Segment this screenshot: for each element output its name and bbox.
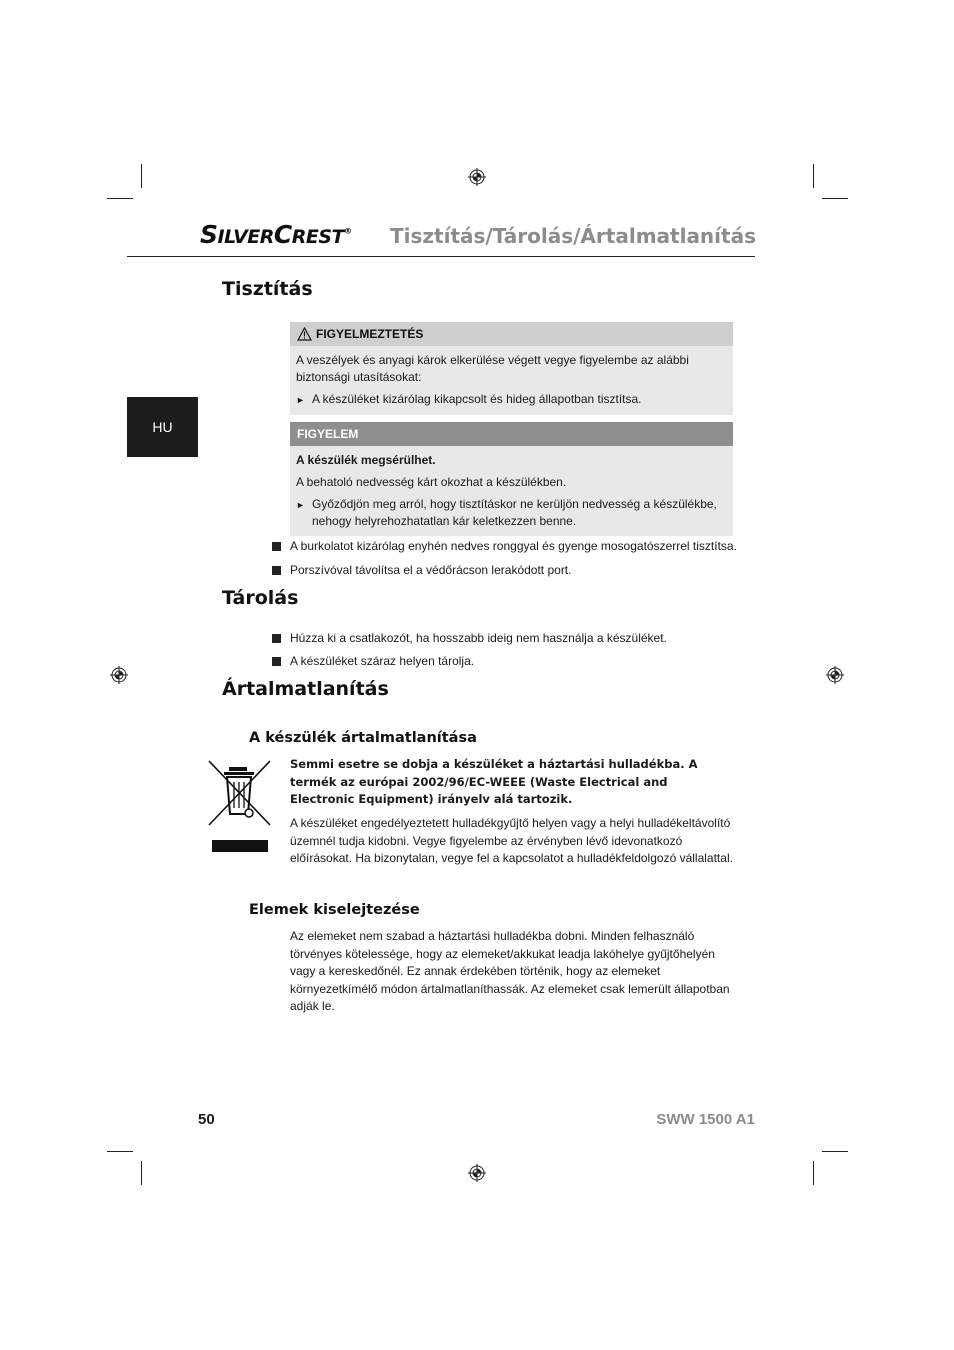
registration-mark-icon	[110, 666, 128, 684]
square-bullet-icon	[272, 566, 281, 575]
crop-mark	[141, 164, 142, 188]
language-tab: HU	[127, 397, 198, 457]
battery-disposal-text: Az elemeket nem szabad a háztartási hulladékba dobni. Minden felhasználó törvényes kötelessége, hogy az elemeket/akkukat leadja lakóhelye gyűjtőhelyén vagy a kereskedőnél. Ez annak érdekében történik, hogy az elemeket környezetkímélő módon ártalmatlaníthassák. Az elemeket csak lemerült állapotban adják le.	[290, 929, 730, 1013]
section-heading-storage: Tárolás	[222, 587, 299, 609]
subheading-device-disposal: A készülék ártalmatlanítása	[249, 730, 477, 746]
section-heading-disposal: Ártalmatlanítás	[222, 678, 389, 700]
brand-logo	[200, 220, 352, 250]
crop-mark	[813, 164, 814, 188]
crop-mark	[813, 1161, 814, 1185]
warning-box-header	[290, 322, 733, 346]
page-number: 50	[198, 1111, 215, 1128]
list-item-text: A burkolatot kizárólag enyhén nedves ronggyal és gyenge mosogatószerrel tisztítsa.	[290, 539, 737, 553]
registration-mark-icon	[826, 666, 844, 684]
warning-item-text: A készüléket kizárólag kikapcsolt és hideg állapotban tisztítsa.	[312, 392, 642, 406]
brand-letters: ILVER	[217, 226, 274, 248]
list-item	[272, 562, 571, 579]
brand-letter: C	[273, 220, 292, 249]
list-item	[272, 538, 737, 555]
registration-mark-icon	[468, 168, 486, 186]
registration-mark-icon	[468, 1164, 486, 1182]
brand-letters: REST	[291, 226, 345, 248]
crop-mark	[141, 1161, 142, 1185]
warning-label: FIGYELMEZTETÉS	[316, 327, 424, 341]
caution-bold-text: A készülék megsérülhet.	[296, 453, 436, 467]
crop-mark	[822, 1151, 848, 1152]
warning-triangle-icon	[297, 327, 312, 341]
weee-crossed-bin-icon	[206, 758, 274, 854]
caution-item-text: Győződjön meg arról, hogy tisztításkor ne kerüljön nedvesség a készülékbe, nehogy helyrehozhatatlan kár keletkezzen benne.	[312, 497, 717, 528]
caution-box-header	[290, 422, 733, 446]
subheading-battery-disposal: Elemek kiselejtezése	[249, 902, 420, 918]
device-disposal-bold-text: Semmi esetre se dobja a készüléket a háztartási hulladékba. A termék az európai 2002/96/EC-WEEE (Waste Electrical and Electronic Equipment) irányelv alá tartozik.	[290, 757, 698, 806]
list-item	[272, 653, 474, 670]
warning-list-item	[296, 391, 726, 409]
page-title: Tisztítás/Tárolás/Ártalmatlanítás	[389, 224, 756, 248]
device-disposal-text: A készüléket engedélyeztetett hulladékgyűjtő helyen vagy a helyi hulladékeltávolító üzemnél tudja kidobni. Vegye figyelembe az érvényben lévő idevonatkozó előírásokat. Ha bizonytalan, vegye fel a kapcsolatot a hulladékfeldolgozó vállalattal.	[290, 816, 733, 865]
caution-box	[290, 422, 733, 536]
warning-text: A veszélyek és anyagi károk elkerülése végett vegye figyelembe az alábbi biztonsági utasításokat:	[296, 353, 689, 384]
crop-mark	[107, 1151, 133, 1152]
list-item-text: Húzza ki a csatlakozót, ha hosszabb ideig nem használja a készüléket.	[290, 631, 667, 645]
crop-mark	[107, 198, 133, 199]
warning-box	[290, 322, 733, 415]
caution-text: A behatoló nedvesség kárt okozhat a készülékben.	[296, 475, 567, 489]
crop-mark	[822, 198, 848, 199]
model-number: SWW 1500 A1	[656, 1111, 755, 1128]
square-bullet-icon	[272, 634, 281, 643]
arrow-bullet-icon: ►	[296, 395, 305, 405]
list-item-text: A készüléket száraz helyen tárolja.	[290, 654, 475, 668]
caution-label: FIGYELEM	[297, 427, 359, 441]
arrow-bullet-icon: ►	[296, 500, 305, 510]
section-heading-cleaning: Tisztítás	[222, 278, 313, 300]
square-bullet-icon	[272, 657, 281, 666]
registered-mark: ®	[344, 226, 352, 236]
list-item-text: Porszívóval távolítsa el a védőrácson lerakódott port.	[290, 563, 572, 577]
caution-list-item	[296, 496, 726, 530]
brand-letter: S	[200, 220, 218, 249]
header-divider	[127, 256, 755, 257]
list-item	[272, 630, 667, 647]
square-bullet-icon	[272, 542, 281, 551]
